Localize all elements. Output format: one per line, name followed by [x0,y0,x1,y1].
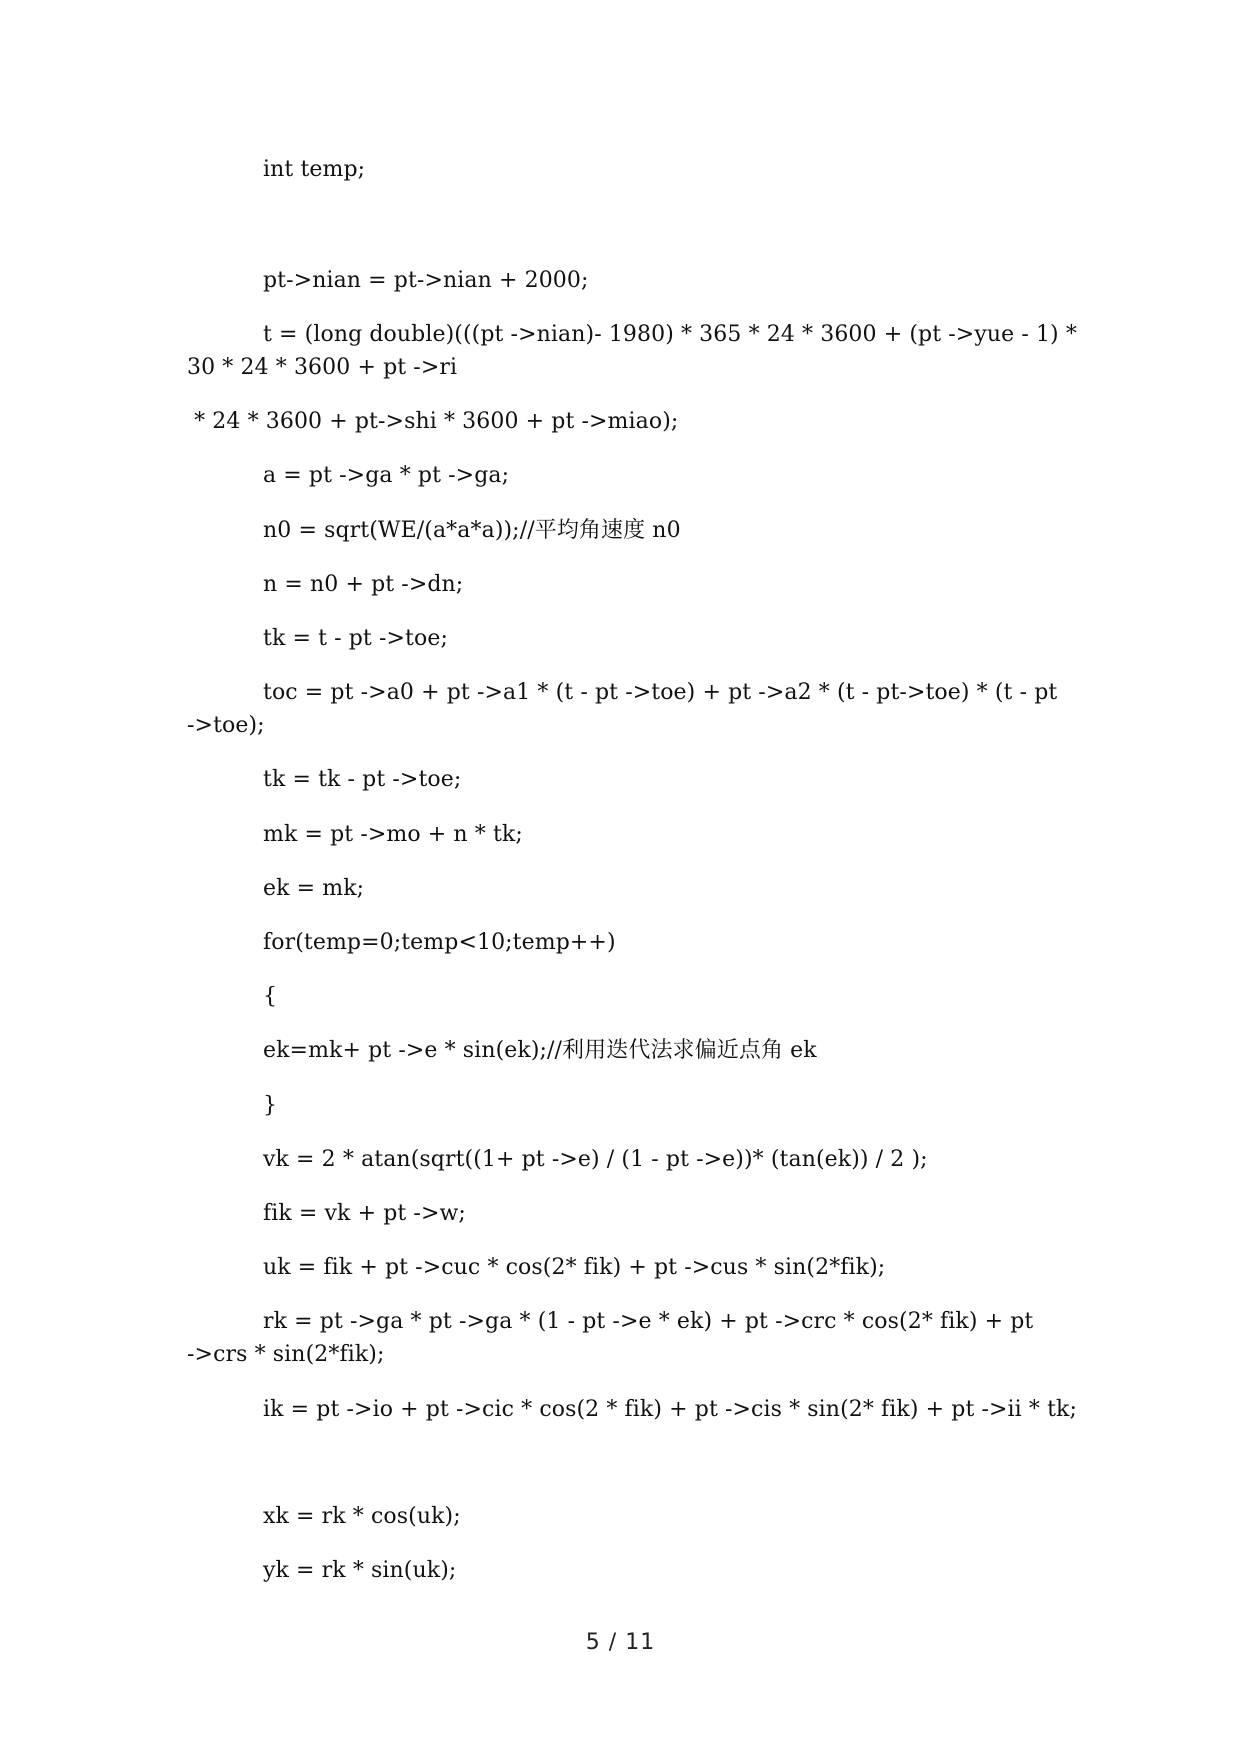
code-line: t = (long double)(((pt ->nian)- 1980) * 365 * 24 * 3600 + (pt ->yue - 1) * [263,322,1077,347]
code-line: ek=mk+ pt ->e * sin(ek);//利用迭代法求偏近点角 ek [263,1038,817,1063]
code-line: int temp; [263,157,366,182]
code-line: a = pt ->ga * pt ->ga; [263,463,510,488]
code-line: tk = tk - pt ->toe; [263,767,462,792]
code-line: toc = pt ->a0 + pt ->a1 * (t - pt ->toe) + pt ->a2 * (t - pt->toe) * (t - pt [263,680,1058,705]
code-line: pt->nian = pt->nian + 2000; [263,268,589,293]
code-line: mk = pt ->mo + n * tk; [263,822,523,847]
code-line: xk = rk * cos(uk); [263,1504,461,1529]
code-line: ->crs * sin(2*fik); [187,1342,385,1367]
code-line: ek = mk; [263,876,365,901]
code-line: uk = fik + pt ->cuc * cos(2* fik) + pt ->cus * sin(2*fik); [263,1255,886,1280]
code-line: ik = pt ->io + pt ->cic * cos(2 * fik) + pt ->cis * sin(2* fik) + pt ->ii * tk; [263,1397,1077,1422]
code-line: tk = t - pt ->toe; [263,626,448,651]
code-line: rk = pt ->ga * pt ->ga * (1 - pt ->e * ek) + pt ->crc * cos(2* fik) + pt [263,1309,1034,1334]
code-line: fik = vk + pt ->w; [263,1201,466,1226]
code-line: 30 * 24 * 3600 + pt ->ri [187,355,458,380]
code-line: yk = rk * sin(uk); [263,1558,457,1583]
code-line: n = n0 + pt ->dn; [263,572,464,597]
code-line: vk = 2 * atan(sqrt((1+ pt ->e) / (1 - pt ->e))* (tan(ek)) / 2 ); [263,1147,928,1172]
code-line: } [263,1093,278,1118]
code-line: n0 = sqrt(WE/(a*a*a));//平均角速度 n0 [263,518,681,543]
page-number: 5 / 11 [585,1630,656,1655]
code-line: { [263,984,278,1009]
code-line: * 24 * 3600 + pt->shi * 3600 + pt ->miao); [187,409,679,434]
code-line: ->toe); [187,713,265,738]
code-line: for(temp=0;temp<10;temp++) [263,930,616,955]
